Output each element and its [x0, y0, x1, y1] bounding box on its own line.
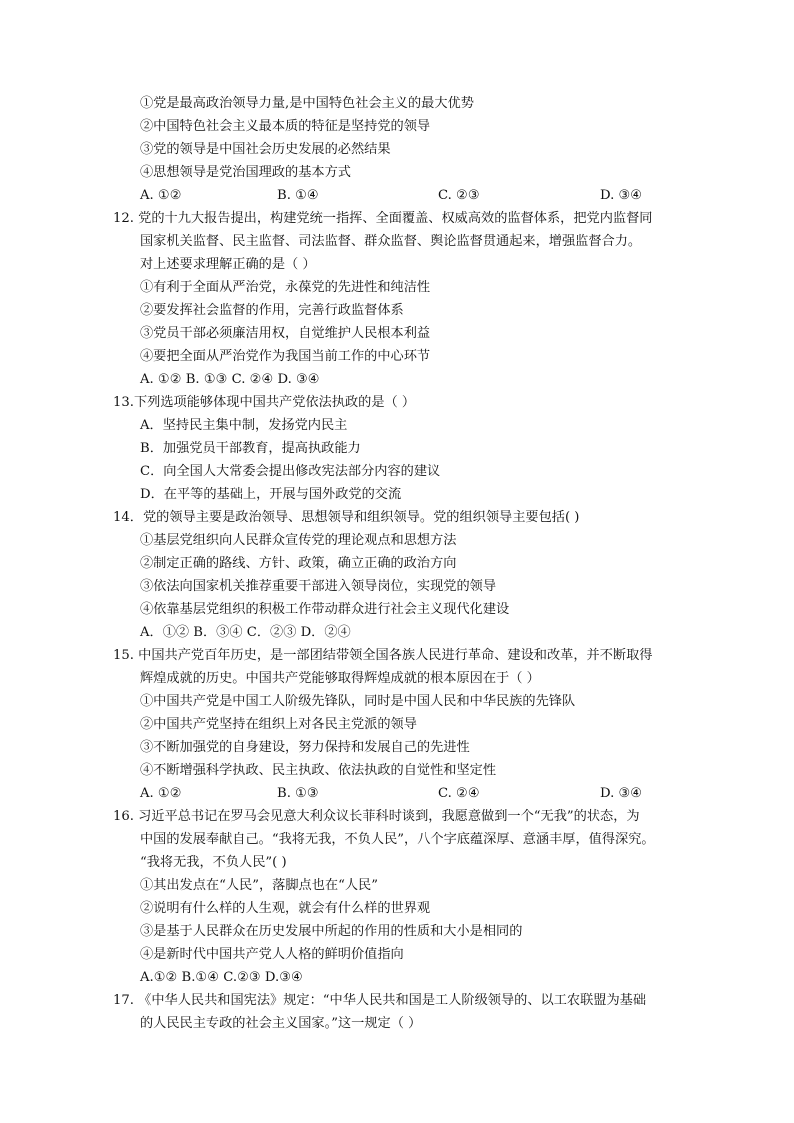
statement-2: ②要发挥社会监督的作用，完善行政监督体系 — [140, 303, 404, 318]
question-13-stem: 13.下列选项能够体现中国共产党依法执政的是（ ） — [113, 395, 416, 410]
statement-1: ①基层党组织向人民群众宣传党的理论观点和思想方法 — [140, 533, 457, 548]
statement-1: ①党是最高政治领导力量,是中国特色社会主义的最大优势 — [140, 96, 474, 111]
statement-2: ②说明有什么样的人生观，就会有什么样的世界观 — [140, 901, 431, 916]
question-15-stem: 15. 中国共产党百年历史，是一部团结带领全国各族人民进行革命、建设和改革，并不断取得 — [113, 648, 653, 663]
statement-1: ①有利于全面从严治党，永葆党的先进性和纯洁性 — [140, 280, 431, 295]
choices: A．①② B．③④ C．②③ D．②④ — [140, 625, 351, 640]
question-16-prompt: “我将无我，不负人民”( ) — [140, 855, 287, 870]
option-a: A．坚持民主集中制，发扬党内民主 — [140, 418, 348, 433]
statement-2: ②制定正确的路线、方针、政策，确立正确的政治方向 — [140, 556, 457, 571]
question-15-stem-cont: 辉煌成就的历史。中国共产党能够取得辉煌成就的根本原因在于（ ） — [140, 671, 540, 686]
statement-1: ①中国共产党是中国工人阶级先锋队，同时是中国人民和中华民族的先锋队 — [140, 694, 576, 709]
option-b: B．加强党员干部教育，提高执政能力 — [140, 441, 361, 456]
statement-2: ②中国特色社会主义最本质的特征是坚持党的领导 — [140, 119, 431, 134]
statement-4: ④是新时代中国共产党人人格的鲜明价值指向 — [140, 947, 404, 962]
question-14-stem: 14．党的领导主要是政治领导、思想领导和组织领导。党的组织领导主要包括( ) — [113, 510, 580, 525]
statement-3: ③依法向国家机关推荐重要干部进入领导岗位，实现党的领导 — [140, 579, 497, 594]
statement-1: ①其出发点在“人民”，落脚点也在“人民” — [140, 878, 378, 893]
choice-a: A. ①② — [140, 786, 182, 801]
statement-4: ④思想领导是党治国理政的基本方式 — [140, 165, 351, 180]
statement-4: ④依靠基层党组织的积极工作带动群众进行社会主义现代化建设 — [140, 602, 510, 617]
statement-3: ③党的领导是中国社会历史发展的必然结果 — [140, 142, 391, 157]
question-16-stem: 16. 习近平总书记在罗马会见意大利众议长菲科时谈到，我愿意做到一个“无我”的状态，为 — [113, 809, 640, 824]
statement-3: ③党员干部必须廉洁用权，自觉维护人民根本利益 — [140, 326, 431, 341]
question-12-prompt: 对上述要求理解正确的是（ ） — [140, 257, 316, 272]
question-12-stem-cont: 国家机关监督、民主监督、司法监督、群众监督、舆论监督贯通起来，增强监督合力。 — [140, 234, 642, 249]
choice-d: D. ③④ — [600, 786, 643, 801]
choice-d: D. ③④ — [600, 188, 643, 203]
statement-2: ②中国共产党坚持在组织上对各民主党派的领导 — [140, 717, 417, 732]
choice-b: B. ①③ — [277, 786, 319, 801]
choices: A. ①② B. ①③ C. ②④ D. ③④ — [140, 372, 320, 387]
choice-b: B. ①④ — [277, 188, 319, 203]
statement-4: ④不断增强科学执政、民主执政、依法执政的自觉性和坚定性 — [140, 763, 497, 778]
option-d: D．在平等的基础上，开展与国外政党的交流 — [140, 487, 402, 502]
question-17-stem-cont: 的人民民主专政的社会主义国家。”这一规定（ ） — [140, 1016, 422, 1031]
statement-3: ③是基于人民群众在历史发展中所起的作用的性质和大小是相同的 — [140, 924, 523, 939]
question-17-stem: 17. 《中华人民共和国宪法》规定：“中华人民共和国是工人阶级领导的、以工农联盟为基础 — [113, 993, 647, 1008]
choice-c: C. ②③ — [438, 188, 480, 203]
choice-a: A. ①② — [140, 188, 182, 203]
question-12-stem: 12. 党的十九大报告提出，构建党统一指挥、全面覆盖、权威高效的监督体系，把党内监督同 — [113, 211, 653, 226]
choices: A.①② B.①④ C.②③ D.③④ — [140, 970, 303, 985]
statement-4: ④要把全面从严治党作为我国当前工作的中心环节 — [140, 349, 431, 364]
question-16-stem-cont: 中国的发展奉献自己。“我将无我，不负人民”，八个字底蕴深厚、意涵丰厚，值得深究。 — [140, 832, 655, 847]
choice-c: C. ②④ — [438, 786, 480, 801]
option-c: C．向全国人大常委会提出修改宪法部分内容的建议 — [140, 464, 441, 479]
statement-3: ③不断加强党的自身建设，努力保持和发展自己的先进性 — [140, 740, 470, 755]
